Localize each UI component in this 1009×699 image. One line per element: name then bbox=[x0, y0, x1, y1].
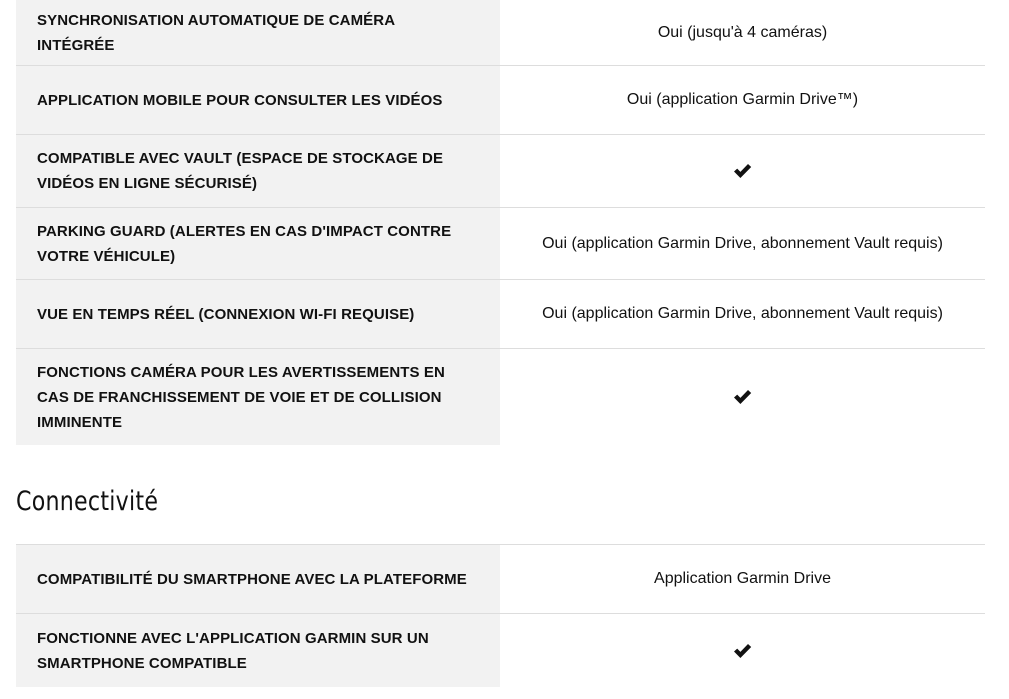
check-icon bbox=[733, 389, 752, 405]
check-icon bbox=[733, 643, 752, 659]
spec-row bbox=[16, 135, 985, 208]
spec-row bbox=[16, 208, 985, 280]
spec-label: FONCTIONS CAMÉRA POUR LES AVERTISSEMENTS EN CAS DE FRANCHISSEMENT DE VOIE ET DE COLLISION IMMINENTE bbox=[16, 349, 500, 445]
spec-label: COMPATIBLE AVEC VAULT (ESPACE DE STOCKAGE DE VIDÉOS EN LIGNE SÉCURISÉ) bbox=[16, 135, 500, 207]
check-icon bbox=[733, 163, 752, 179]
spec-row bbox=[16, 349, 985, 445]
spec-value: Oui (application Garmin Drive™) bbox=[626, 91, 859, 108]
spec-label: APPLICATION MOBILE POUR CONSULTER LES VIDÉOS bbox=[16, 66, 500, 134]
spec-label: PARKING GUARD (ALERTES EN CAS D'IMPACT CONTRE VOTRE VÉHICULE) bbox=[16, 208, 500, 279]
connectivity-specs-table bbox=[16, 544, 985, 687]
spec-row bbox=[16, 545, 985, 614]
spec-row bbox=[16, 280, 985, 349]
spec-value bbox=[500, 614, 985, 687]
spec-label: FONCTIONNE AVEC L'APPLICATION GARMIN SUR UN SMARTPHONE COMPATIBLE bbox=[16, 614, 500, 687]
spec-label: VUE EN TEMPS RÉEL (CONNEXION WI-FI REQUISE) bbox=[16, 280, 500, 348]
spec-value: Application Garmin Drive bbox=[654, 570, 831, 587]
spec-row bbox=[16, 614, 985, 687]
spec-label: SYNCHRONISATION AUTOMATIQUE DE CAMÉRA INTÉGRÉE bbox=[16, 0, 500, 65]
spec-value bbox=[500, 135, 985, 207]
spec-row bbox=[16, 0, 985, 66]
spec-value: Oui (jusqu'à 4 caméras) bbox=[657, 23, 828, 41]
spec-value: Oui (application Garmin Drive, abonnement Vault requis) bbox=[542, 305, 943, 322]
section-heading-connectivity: Connectivité bbox=[16, 486, 159, 517]
spec-value: Oui (application Garmin Drive, abonnement Vault requis) bbox=[542, 234, 943, 252]
spec-value bbox=[500, 349, 985, 445]
spec-row bbox=[16, 66, 985, 135]
spec-label: COMPATIBILITÉ DU SMARTPHONE AVEC LA PLATEFORME bbox=[16, 545, 500, 613]
specs-table bbox=[16, 0, 985, 445]
